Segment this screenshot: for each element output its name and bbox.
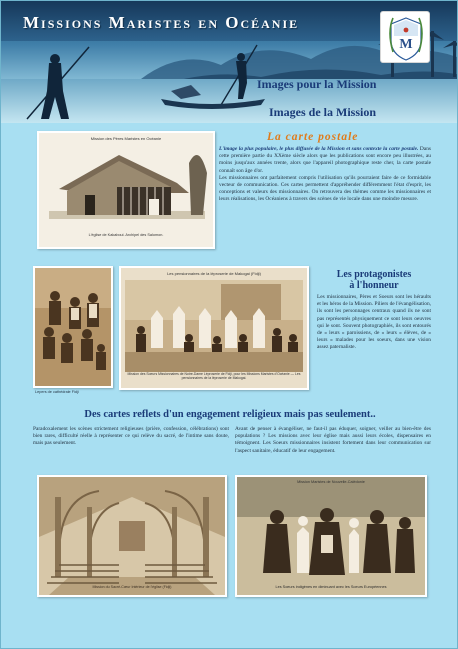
leproserie-caption: Mission des Soeurs Missionnaires de Notre-Dame Léproserie de Fidji, pour les Missions Maristes d'Océanie — Les pensionnaires de la léproserie de Makogai. bbox=[127, 372, 301, 381]
protagonistes-title bbox=[313, 269, 435, 291]
lepers-caption: Lepers de cathédrale Fidji bbox=[35, 390, 79, 394]
protagonistes-title-line2: à l'honneur bbox=[349, 280, 399, 291]
svg-text:M: M bbox=[399, 37, 413, 52]
photo-church-interior bbox=[37, 475, 227, 597]
engagement-text-right: Avant de penser à évangéliser, ne faut-il pas éduquer, soigner, veiller au bien-être des populations ? Les missions avec leur église mais aussi leurs écoles, dispensaires en témoignent. Les Soeurs missionnaires insistent fortement dans leur communication sur l'aspect sanitaire, éducatif de leur engagement. bbox=[235, 426, 431, 454]
carte-postale-title: La carte postale bbox=[267, 131, 359, 143]
tagline-images-de: Images de la Mission bbox=[269, 105, 377, 119]
protagonistes-text: Les missionnaires, Pères et Soeurs sont les héraults et les héros de la Mission. Piliers de l'évangélisation, ils sont les personnages centraux quand ils ne sont pas représentés physiquement ce sont leurs oeuvres qui le sont. Souvent photographiés, ils sont entourés de « leurs » paroissiens, de « leurs » élèves, de « leurs » malades pour les soeurs, dans une vision assez paternaliste. bbox=[317, 294, 431, 351]
photo-soeurs-caledonie bbox=[235, 475, 427, 597]
protagonistes-title-line1: Les protagonistes bbox=[336, 269, 412, 280]
photo-church-caption: L'église de Kakaboui. Archipel des Salomon. bbox=[88, 233, 164, 237]
site-title: Missions Maristes en Océanie bbox=[23, 13, 300, 32]
carte-postale-text bbox=[219, 146, 431, 204]
engagement-title: Des cartes reflets d'un engagement religieux mais pas seulement.. bbox=[84, 409, 376, 420]
marist-crest-icon bbox=[380, 11, 430, 63]
carte-postale-lead: L'image la plus populaire, le plus diffusée de la Mission et sans contexte la carte postale. bbox=[219, 146, 419, 152]
engagement-text-left: Paradoxalement les scènes strictement religieuses (prière, confession, célébrations) sont bien rares, difficulté réelle à représenter ce qui relève du sacré, de l'intime sans doute, mais pas seulement. bbox=[33, 426, 229, 447]
carte-postale-p2: Les missionnaires ont parfaitement compris l'utilisation qu'ils pourraient faire de ce formidable vecteur de communication. Ces cartes permettent d'appréhender différemment l'état d'esprit, les conceptions et valeurs des missionnaires. On retrouvera des thèmes comme les missionnaires et leurs réalisations, les Océaniens à travers des scènes de vie locale dans une moindre mesure. bbox=[219, 174, 431, 203]
header-banner bbox=[1, 1, 458, 123]
church-hut-illustration bbox=[39, 133, 213, 247]
boatman-right-figure bbox=[161, 41, 271, 111]
soeurs-header: Mission Maristes de Nouvelle-Calédonie bbox=[297, 480, 365, 484]
church-interior-caption: Mission du Sacré-Cœur Intérieur de l'église (Fidji) bbox=[92, 585, 172, 589]
soeurs-caption: Les Soeurs indigènes en diminuant avec les Soeurs Européennes bbox=[275, 585, 387, 589]
church-interior-illustration bbox=[39, 477, 225, 595]
photo-church-header: Mission des Pères Maristes en Océanie bbox=[90, 136, 162, 141]
leproserie-group-illustration bbox=[121, 268, 307, 388]
tagline-images-pour: Images pour la Mission bbox=[257, 77, 377, 91]
photo-leproserie-makogai bbox=[119, 266, 309, 390]
boatman-left-figure bbox=[17, 45, 107, 123]
lepers-group-illustration bbox=[35, 268, 111, 386]
photo-lepers-cathedral bbox=[33, 266, 113, 388]
carte-postale-p1: Dans cette première partie du XXème siècle alors que les publications sont encore peu illustrées, au moins jusqu'aux années trente, alors que l'appareil photographique reste cher, la carte postale connaît son âge d'or. bbox=[219, 146, 431, 174]
photo-church-salomon bbox=[37, 131, 215, 249]
leproserie-header: Les pensionnaires de la léproserie de Makogai (Fidji) bbox=[167, 271, 261, 276]
soeurs-group-illustration bbox=[237, 477, 425, 595]
